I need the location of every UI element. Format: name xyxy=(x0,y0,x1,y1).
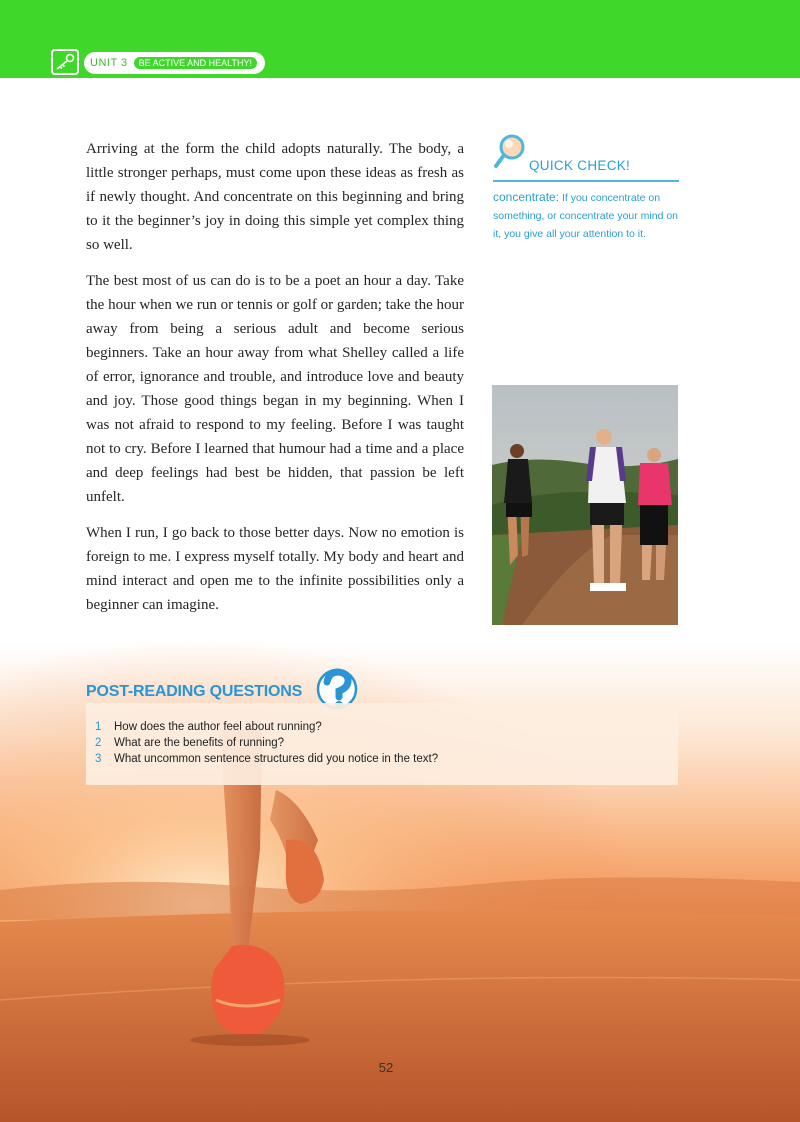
question-item xyxy=(95,751,670,767)
vocab-definition: If you concentrate on something, or concentrate your mind on it, you give all your attention to it. xyxy=(493,192,679,240)
quick-check-box xyxy=(493,140,679,243)
unit-title: BE ACTIVE AND HEALTHY! xyxy=(134,57,257,69)
paragraph: When I run, I go back to those better days. Now no emotion is foreign to me. I express myself totally. My body and heart and mind interact and open me to the infinite possibilities only a beginner can imagine. xyxy=(86,525,464,613)
quick-check-definition xyxy=(493,188,679,243)
question-text: How does the author feel about running? xyxy=(114,721,322,733)
post-reading-title: POST-READING QUESTIONS xyxy=(86,683,303,700)
quick-check-title: QUICK CHECK! xyxy=(529,158,631,173)
question-text: What uncommon sentence structures did you notice in the text? xyxy=(114,753,439,765)
question-item xyxy=(95,735,670,751)
paragraph: Arriving at the form the child adopts naturally. The body, a little stronger perhaps, must come upon these ideas as fresh as if newly thought. And concentrate on this beginning and bring to it the beginner’s joy in doing this simple yet complex thing so well. xyxy=(86,141,464,253)
questions-box xyxy=(86,703,678,785)
runners-photo xyxy=(492,385,678,625)
question-item xyxy=(95,719,670,735)
page-number: 52 xyxy=(378,1060,394,1075)
question-number: 3 xyxy=(95,753,102,765)
question-number: 2 xyxy=(95,737,102,749)
unit-pill xyxy=(84,52,265,74)
vocab-term: concentrate: xyxy=(493,190,560,204)
key-icon xyxy=(51,49,79,75)
quick-check-header xyxy=(493,140,679,182)
magnifier-icon xyxy=(493,134,527,175)
paragraph: The best most of us can do is to be a poet an hour a day. Take the hour when we run or tennis or golf or garden; take the hour away from being a serious adult and become serious beginners. Take an hour away from what Shelley called a life of error, ignorance and trouble, and introduce love and beauty and joy. Those good things began in my beginning. When I was not afraid to respond to my feeling. Before I was taught not to cry. Before I learned that humour had a time and a place and deep feelings had best be hidden, that passion be left unfelt. xyxy=(86,273,464,505)
reading-passage xyxy=(86,137,464,629)
unit-label: UNIT 3 xyxy=(90,57,128,69)
question-number: 1 xyxy=(95,721,102,733)
question-text: What are the benefits of running? xyxy=(114,737,285,749)
